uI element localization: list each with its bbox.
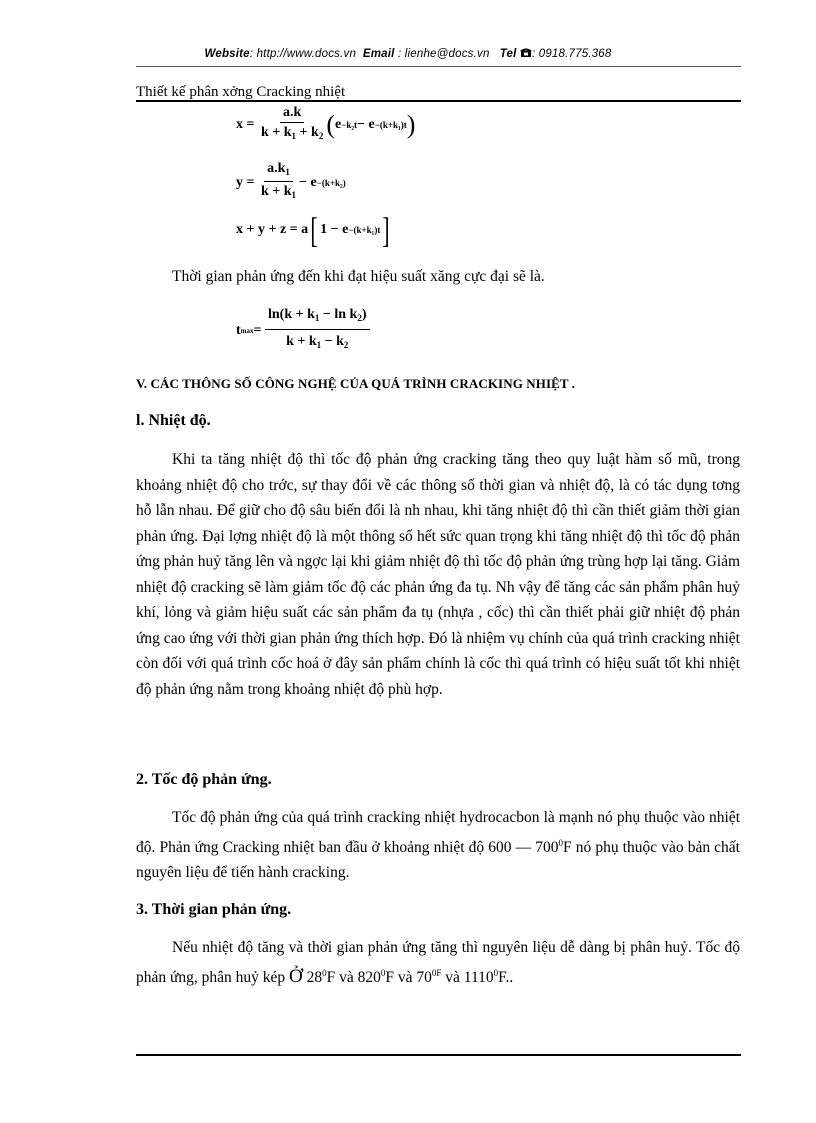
equation-y: y = $\frac{a.k_1}{k + k_1}$ − e −(k+k₂): [236, 160, 346, 205]
tel-number: : 0918.775.368: [531, 48, 612, 60]
email-label: Email: [362, 48, 395, 60]
website-label: Website: [204, 48, 250, 60]
equation-x: x = $\frac{a.k}{k + k_1 + k_2}$ ( e −k₂t − e −(k+k₁)t ): [236, 104, 415, 146]
section-3-heading: 3. Thời gian phản ứng.: [136, 901, 292, 918]
equation-sum: x + y + z = a [ 1 − e −(k+k₁)t ]: [236, 210, 390, 250]
equation-tmax: t max = $\frac{\ln(k + k_1 - \ln k_2)}{k + k_1 - k_2}$: [236, 304, 370, 357]
section-1-body: Khi ta tăng nhiệt độ thì tốc độ phản ứng cracking tăng theo quy luật hàm số mũ, trong khoảng nhiệt độ cho trớc, sự thay đổi về các thông số thời gian và nhiệt độ, là có tác dụng tơng hỗ lẫn nhau. Để giữ cho độ sâu biến đổi là nh nhau, khi tăng nhiệt độ thì cần thiết giảm thời gian phản ứng. Đại lợng nhiệt độ là một thông số hết sức quan trọng khi tăng nhiệt độ thì tốc độ phản ứng phản huỷ tăng lên và ngợc lại khi giảm nhiệt độ thì tốc độ phản ứng trùng hợp lại tăng. Giảm nhiệt độ cracking sẽ làm giảm tốc độ các phản ứng đa tụ. Nh vậy để tăng các sản phẩm phân huỷ khí, lỏng và giảm hiệu suất các sản phẩm đa tụ (nhựa , cốc) thì cần thiết phải giữ nhiệt độ phản ứng cao ứng với thời gian phản ứng thích hợp. Đó là nhiệm vụ chính của quá trình cracking nhiệt còn đối với quá trình cốc hoá ở đây sản phẩm chính là cốc thì quá trình có hiệu suất tốt khi nhiệt độ phản ứng nằm trong khoảng nhiệt độ phù hợp.: [136, 451, 741, 698]
running-title: Thiết kế phân xởng Cracking nhiệt: [136, 84, 346, 100]
section-1-heading: l. Nhiệt độ.: [136, 412, 211, 429]
eq2-fraction: $\frac{a.k_1}{k + k_1}$: [260, 161, 297, 200]
telephone-icon: [520, 47, 532, 61]
section-2-heading: 2. Tốc độ phản ứng.: [136, 771, 272, 788]
section-2-body: Tốc độ phản ứng của quá trình cracking nhiệt hydrocacbon là mạnh nó phụ thuộc vào nhiệt độ. Phản ứng Cracking nhiệt ban đầu ở khoảng nhiệt độ 600 — $700^0F$ nó phụ thuộc vào bản chất nguyên liệu để tiến hành cracking.: [136, 809, 740, 881]
section-3-body: Nếu nhiệt độ tăng và thời gian phản ứng tăng thì nguyên liệu dễ dàng bị phân huỷ. Tốc độ phản ứng, phân huỷ kép Ở $28^0F$ và $820^0F$ và $70^{0F}$ và 1110$^0$F..: [136, 939, 740, 987]
title-underline: [136, 100, 741, 102]
section-v-heading: V. CÁC THÔNG SỐ CÔNG NGHỆ CỦA QUÁ TRÌNH CRACKING NHIỆT .: [136, 376, 576, 391]
footer-rule: [136, 1054, 741, 1056]
email-address[interactable]: : lienhe@docs.vn: [397, 48, 490, 60]
intro-paragraph: Thời gian phản ứng đến khi đạt hiệu suất xăng cực đại sẽ là.: [172, 268, 545, 285]
site-header: [0, 47, 816, 61]
tel-label: Tel: [499, 48, 517, 60]
tmax-fraction: $\frac{\ln(k + k_1 - \ln k_2)}{k + k_1 - k_2}$: [265, 304, 370, 357]
eq1-fraction: $\frac{a.k}{k + k_1 + k_2}$: [260, 105, 324, 141]
website-url[interactable]: : http://www.docs.vn: [249, 48, 357, 60]
header-divider: [136, 66, 741, 67]
